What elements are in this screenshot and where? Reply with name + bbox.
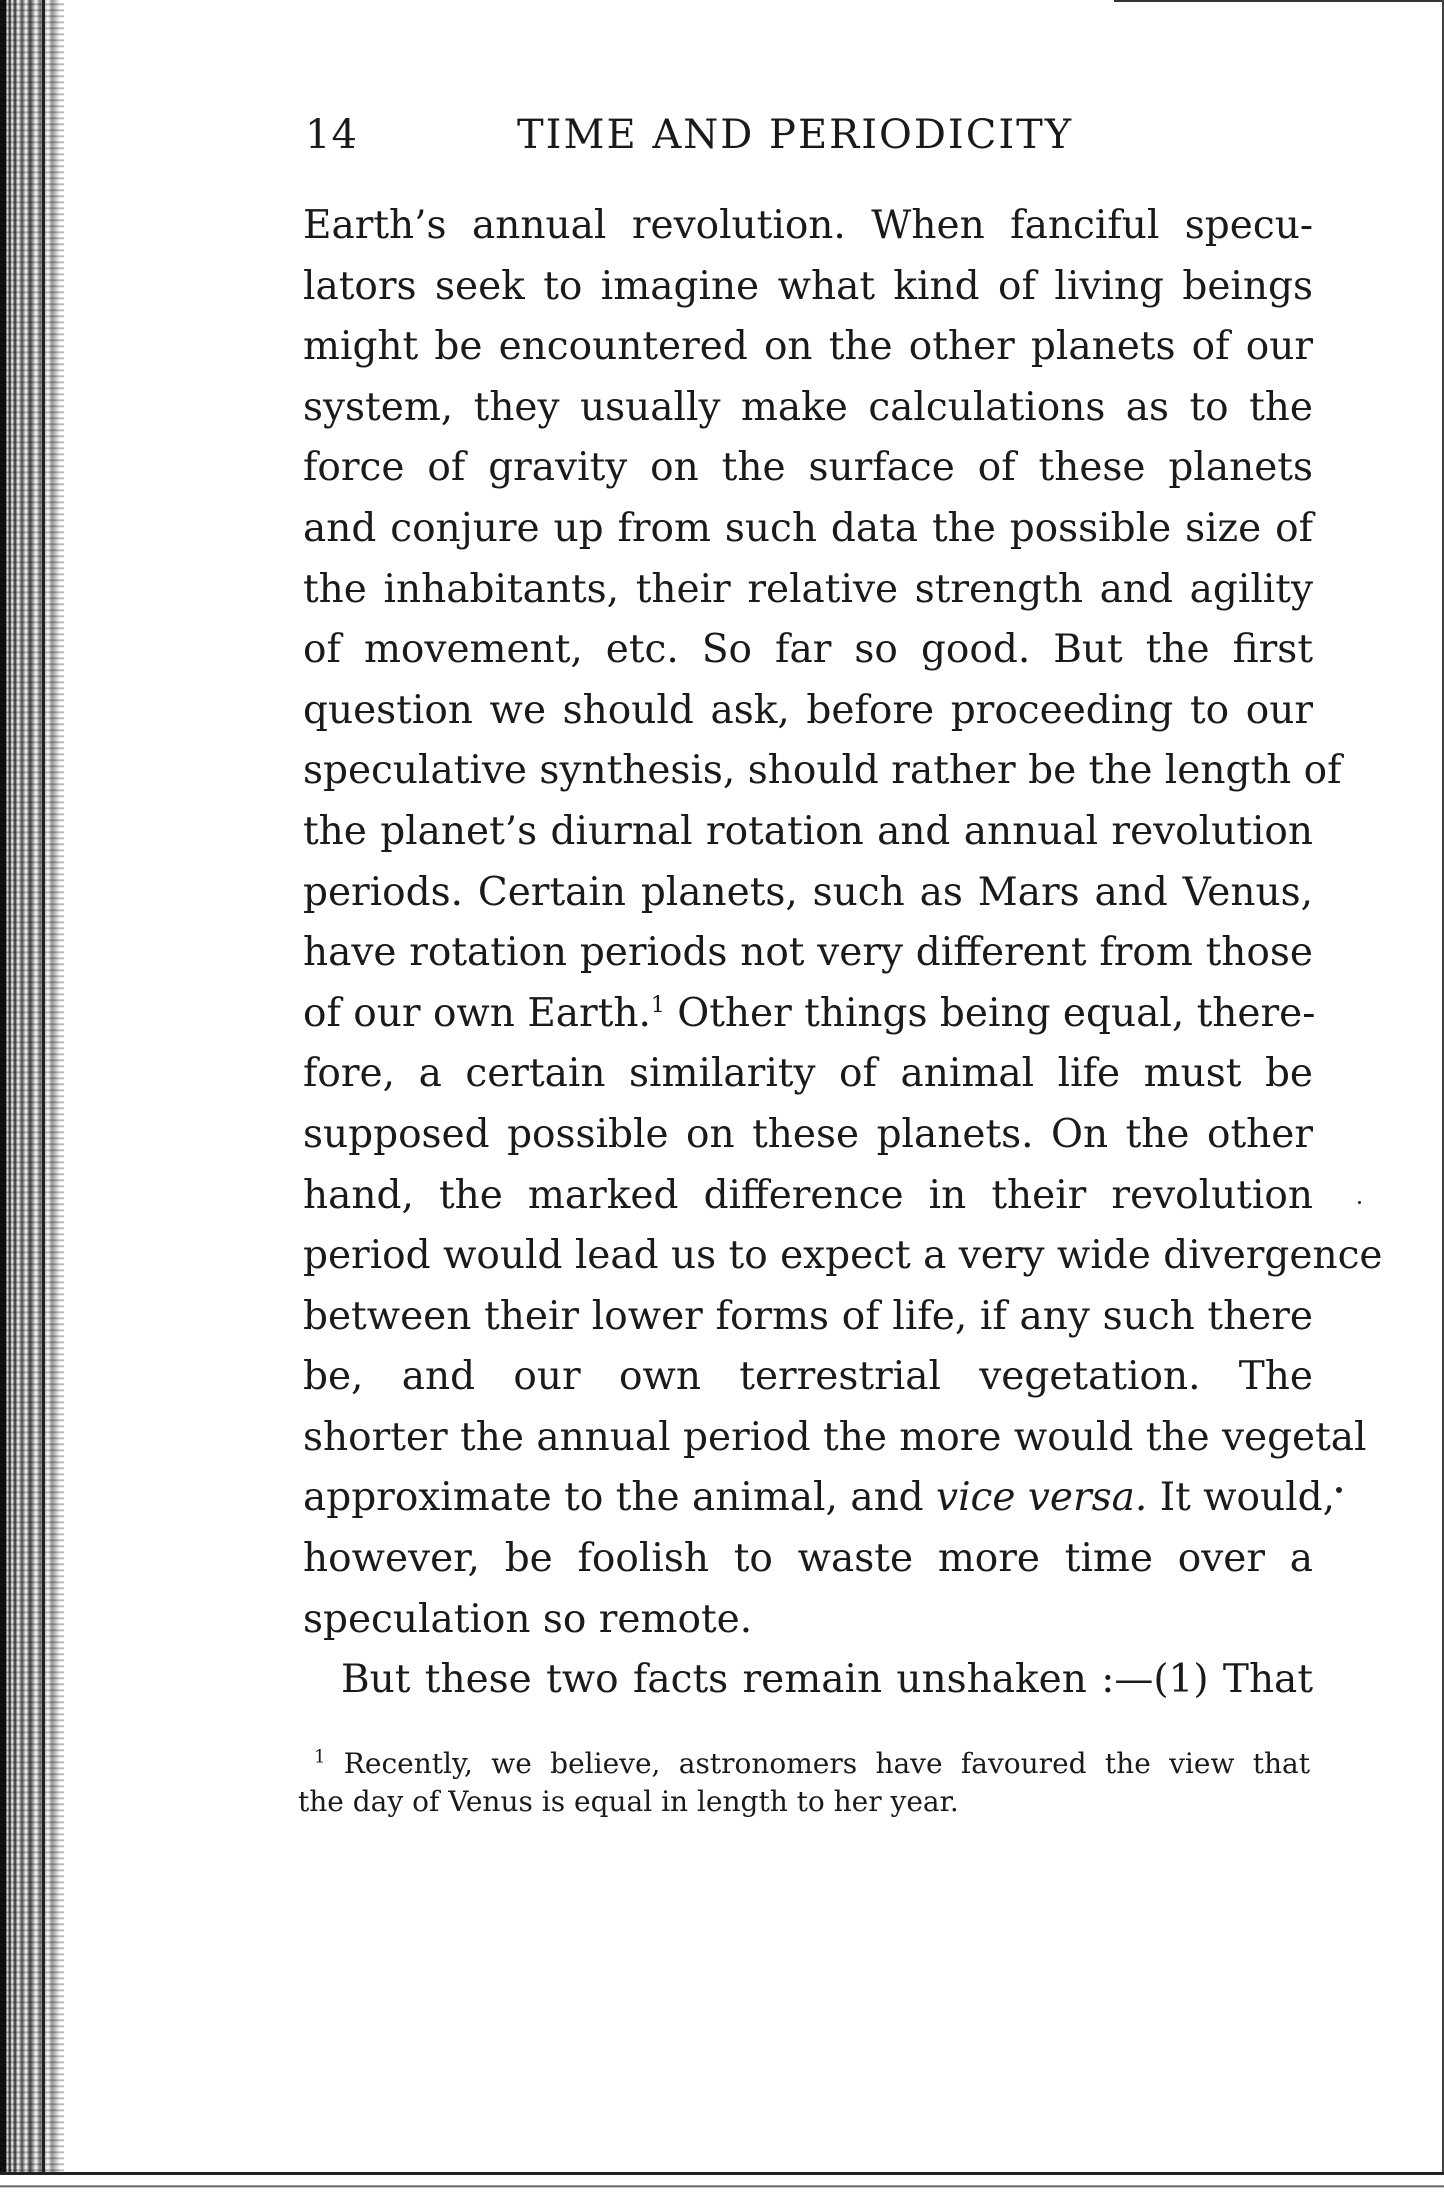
text-line: of movement, etc. So far so good. But the first bbox=[303, 627, 1313, 673]
bottom-page-edge bbox=[0, 2172, 1444, 2195]
text-line: question we should ask, before proceeding to our bbox=[303, 687, 1313, 733]
footnote-line bbox=[298, 1745, 1310, 1783]
text-line: system, they usually make calculations as to the bbox=[303, 384, 1313, 430]
footnote-line: the day of Venus is equal in length to her year. bbox=[298, 1785, 959, 1818]
text-line: period would lead us to expect a very wide divergence bbox=[303, 1233, 1383, 1279]
text-line: hand, the marked difference in their revolution bbox=[303, 1172, 1313, 1218]
text-line: have rotation periods not very different from those bbox=[303, 930, 1313, 976]
text-line: supposed possible on these planets. On the other bbox=[303, 1111, 1313, 1157]
text-line: Earth’s annual revolution. When fanciful specu- bbox=[303, 203, 1313, 248]
ink-speck bbox=[1336, 1487, 1342, 1493]
text-line: periods. Certain planets, such as Mars and Venus, bbox=[303, 869, 1313, 915]
italic-phrase: vice versa. bbox=[936, 1475, 1148, 1521]
book-binding-edge bbox=[0, 0, 64, 2195]
footnote-mark: 1 bbox=[314, 1746, 326, 1768]
body-text bbox=[303, 196, 1383, 1711]
text-line: force of gravity on the surface of these planets bbox=[303, 445, 1313, 491]
page-number: 14 bbox=[305, 112, 358, 158]
text-line-paragraph-end: speculation so remote. bbox=[303, 1596, 753, 1642]
text-line: the planet’s diurnal rotation and annual revolution bbox=[303, 808, 1313, 854]
text-line-italic bbox=[303, 1468, 1335, 1529]
text-fragment: of our own Earth. bbox=[303, 990, 651, 1036]
text-line-footnote-ref bbox=[303, 984, 1316, 1045]
text-line: might be encountered on the other planets of our bbox=[303, 324, 1313, 370]
text-line: and conjure up from such data the possible size of bbox=[303, 505, 1313, 551]
running-title: TIME AND PERIODICITY bbox=[517, 112, 1074, 158]
text-fragment: Other things being equal, there- bbox=[664, 990, 1316, 1036]
footnote bbox=[298, 1745, 1310, 1821]
binding-shadow-line bbox=[42, 0, 45, 2195]
text-line: however, be foolish to waste more time over a bbox=[303, 1536, 1313, 1582]
footnote-reference: 1 bbox=[650, 992, 665, 1018]
text-line: the inhabitants, their relative strength and agility bbox=[303, 566, 1313, 612]
page-header bbox=[305, 112, 1315, 172]
top-page-edge bbox=[1114, 0, 1444, 2]
text-line: shorter the annual period the more would the vegetal bbox=[303, 1414, 1367, 1460]
text-line: between their lower forms of life, if any such there bbox=[303, 1293, 1313, 1339]
text-line: fore, a certain similarity of animal life must be bbox=[303, 1051, 1313, 1097]
footnote-text: Recently, we believe, astronomers have favoured the view that bbox=[325, 1747, 1310, 1780]
text-fragment: approximate to the animal, and bbox=[303, 1475, 937, 1521]
text-fragment: It would, bbox=[1147, 1475, 1335, 1521]
ink-speck bbox=[1358, 1201, 1361, 1204]
text-line: speculative synthesis, should rather be the length of bbox=[303, 748, 1342, 794]
text-line-new-paragraph: But these two facts remain unshaken :—(1) That bbox=[341, 1657, 1313, 1703]
text-line: be, and our own terrestrial vegetation. The bbox=[303, 1354, 1313, 1400]
text-line: lators seek to imagine what kind of living beings bbox=[303, 263, 1313, 309]
